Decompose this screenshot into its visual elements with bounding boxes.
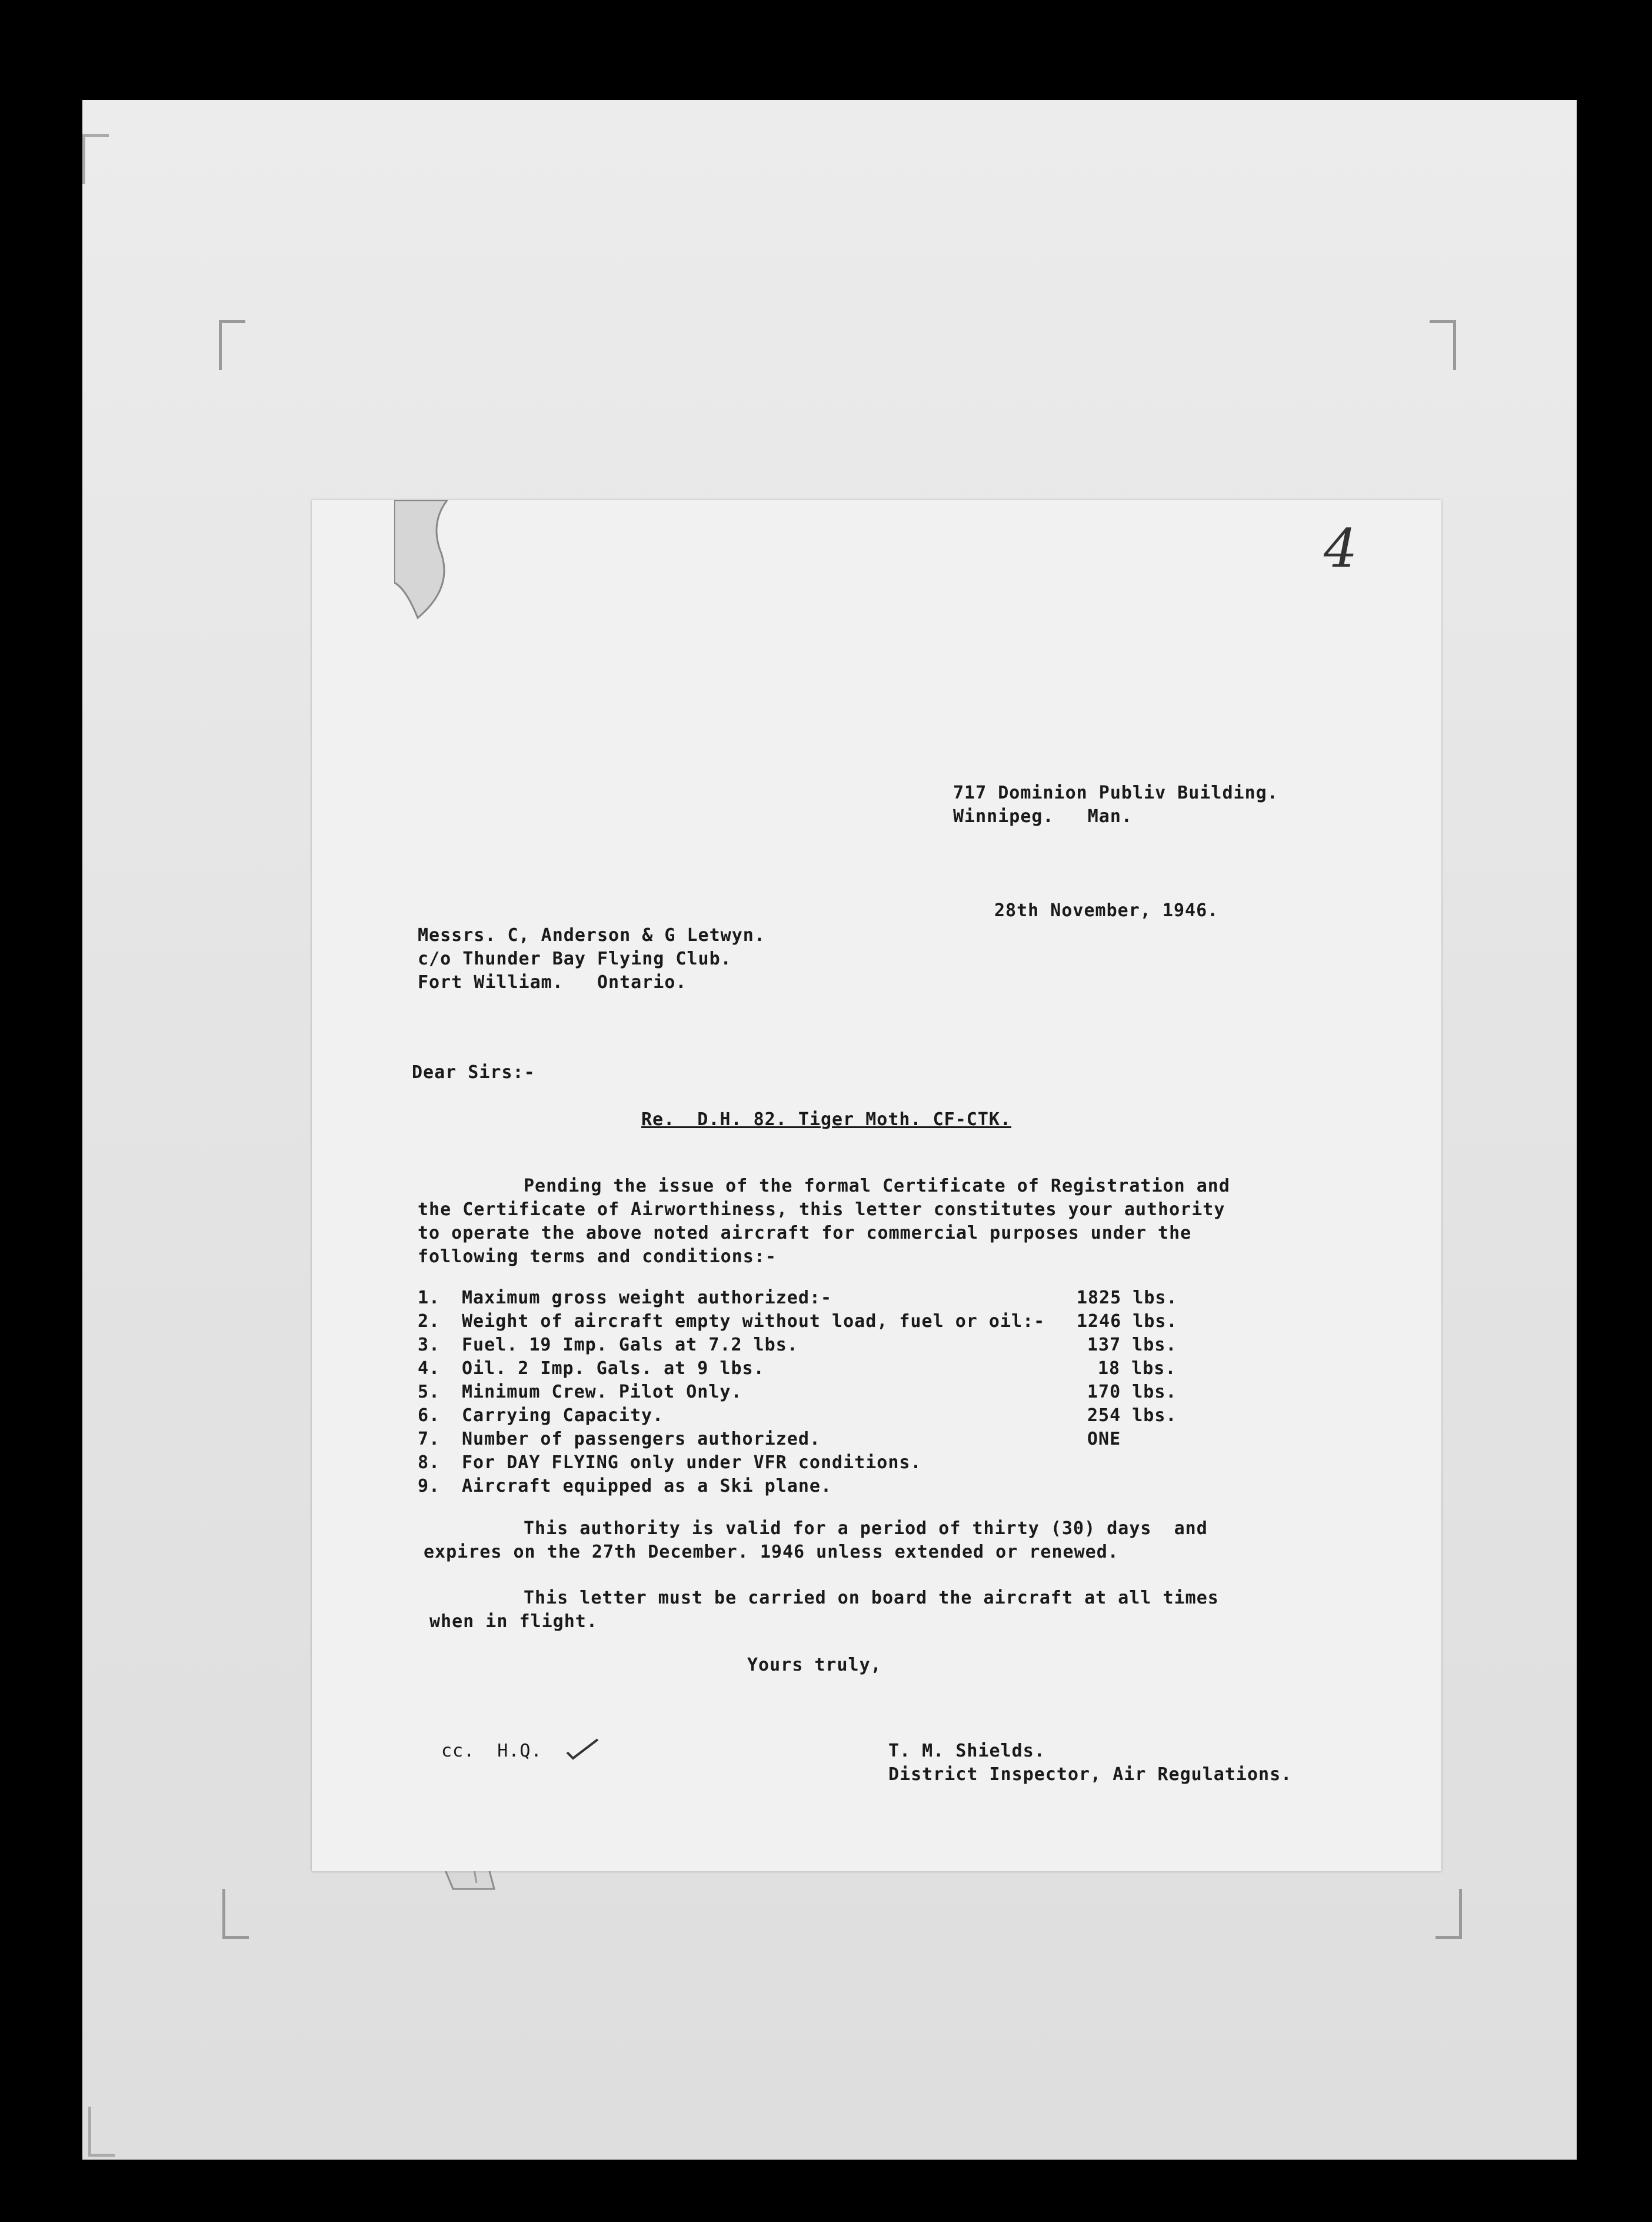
validity-line-2: expires on the 27th December. 1946 unless extended or renewed. — [424, 1542, 1119, 1562]
closing: Yours truly, — [747, 1655, 882, 1675]
torn-corner — [394, 500, 512, 630]
condition-number: 9. — [418, 1476, 441, 1496]
condition-value: 18 lbs. — [1098, 1358, 1177, 1379]
crop-mark-top-right — [1430, 320, 1456, 370]
sender-address-line-1: 717 Dominion Publiv Building. — [953, 783, 1278, 803]
condition-value: 170 lbs. — [1087, 1382, 1177, 1402]
signer-name: T. M. Shields. — [888, 1741, 1045, 1761]
condition-text: Aircraft equipped as a Ski plane. — [462, 1476, 832, 1496]
frame-mark-top-left — [82, 134, 109, 184]
cc-line: cc. H.Q. — [441, 1741, 542, 1761]
recipient-line-2: c/o Thunder Bay Flying Club. — [418, 949, 732, 969]
condition-text: Minimum Crew. Pilot Only. — [462, 1382, 742, 1402]
condition-value: 1246 lbs. — [1077, 1311, 1178, 1332]
intro-line-4: following terms and conditions:- — [418, 1246, 777, 1267]
letter-page — [312, 500, 1441, 1871]
condition-number: 1. — [418, 1288, 441, 1308]
condition-text: Fuel. 19 Imp. Gals at 7.2 lbs. — [462, 1335, 798, 1355]
condition-text: Number of passengers authorized. — [462, 1429, 821, 1449]
intro-line-2: the Certificate of Airworthiness, this letter constitutes your authority — [418, 1199, 1225, 1220]
checkmark-icon — [565, 1737, 600, 1761]
sender-address-line-2: Winnipeg. Man. — [953, 806, 1133, 827]
crop-mark-top-left — [219, 320, 245, 370]
condition-text: Maximum gross weight authorized:- — [462, 1288, 832, 1308]
condition-number: 4. — [418, 1358, 441, 1379]
carry-note-line-2: when in flight. — [429, 1611, 598, 1632]
condition-text: Oil. 2 Imp. Gals. at 9 lbs. — [462, 1358, 765, 1379]
crop-mark-bottom-right — [1435, 1889, 1462, 1939]
validity-line-1: This authority is valid for a period of thirty (30) days and — [524, 1518, 1208, 1539]
condition-text: Weight of aircraft empty without load, fuel or oil:- — [462, 1311, 1045, 1332]
intro-line-3: to operate the above noted aircraft for commercial purposes under the — [418, 1223, 1192, 1243]
condition-number: 3. — [418, 1335, 441, 1355]
condition-value: 254 lbs. — [1087, 1405, 1177, 1426]
condition-number: 2. — [418, 1311, 441, 1332]
condition-value: ONE — [1087, 1429, 1121, 1449]
carry-note-line-1: This letter must be carried on board the aircraft at all times — [524, 1588, 1219, 1608]
condition-value: 137 lbs. — [1087, 1335, 1177, 1355]
condition-text: Carrying Capacity. — [462, 1405, 664, 1426]
salutation: Dear Sirs:- — [412, 1062, 535, 1083]
condition-number: 5. — [418, 1382, 441, 1402]
page-number-handwritten: 4 — [1324, 518, 1358, 580]
intro-line-1: Pending the issue of the formal Certificate of Registration and — [524, 1176, 1230, 1196]
condition-value: 1825 lbs. — [1077, 1288, 1178, 1308]
crop-mark-bottom-left — [222, 1889, 249, 1939]
signer-title: District Inspector, Air Regulations. — [888, 1764, 1293, 1785]
subject-line: Re. D.H. 82. Tiger Moth. CF-CTK. — [641, 1109, 1012, 1130]
condition-text: For DAY FLYING only under VFR conditions. — [462, 1452, 922, 1473]
letter-date: 28th November, 1946. — [994, 900, 1219, 921]
recipient-line-3: Fort William. Ontario. — [418, 972, 687, 993]
condition-number: 6. — [418, 1405, 441, 1426]
recipient-line-1: Messrs. C, Anderson & G Letwyn. — [418, 925, 765, 946]
condition-number: 7. — [418, 1429, 441, 1449]
frame-mark-bottom-left — [88, 2107, 115, 2157]
condition-number: 8. — [418, 1452, 441, 1473]
